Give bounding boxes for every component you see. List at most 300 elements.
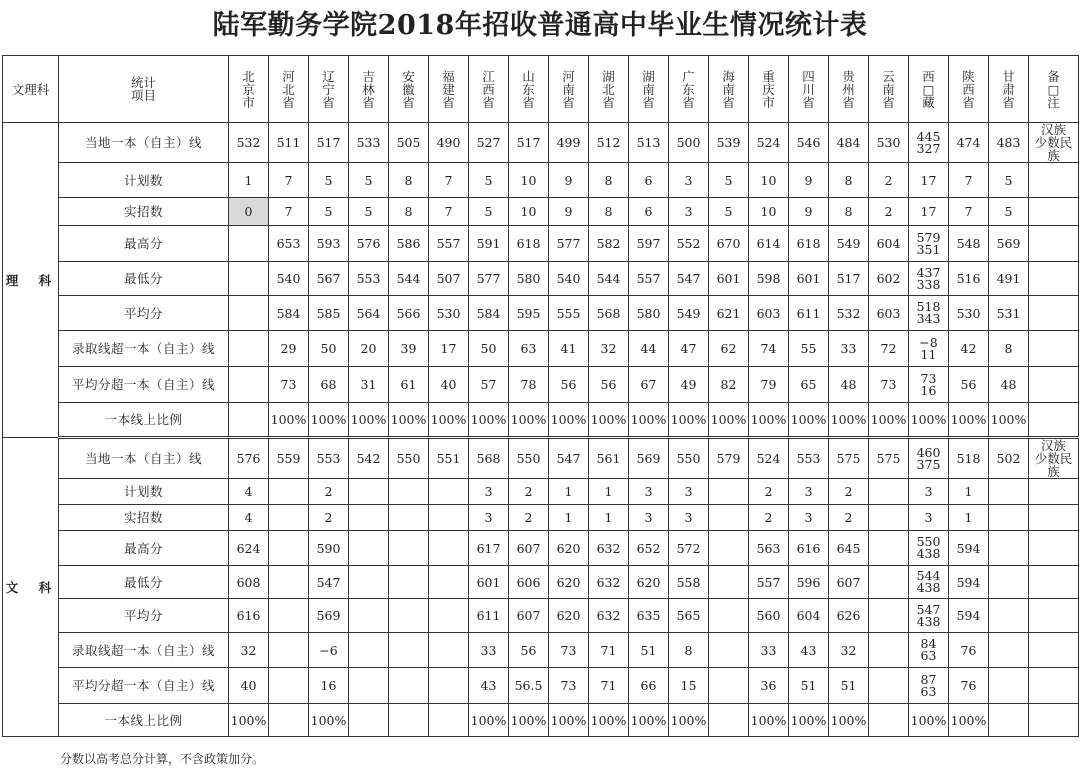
value-cell: 1 <box>949 505 989 531</box>
province-header <box>789 56 829 123</box>
province-header-char: 西 <box>962 81 975 97</box>
value-cell: 614 <box>749 226 789 262</box>
value-cell: 16 <box>309 668 349 704</box>
value-cell: 527 <box>469 123 509 163</box>
value-cell <box>709 668 749 704</box>
value-cell <box>269 479 309 505</box>
value-cell: 5 <box>309 163 349 198</box>
value-cell: 512 <box>589 123 629 163</box>
value-cell: 540 <box>549 262 589 296</box>
value-line: 437 <box>916 264 941 280</box>
value-cell: 73 <box>549 668 589 704</box>
row-label: 计划数 <box>59 163 229 198</box>
value-cell <box>909 331 949 367</box>
province-header-char: 湖 <box>642 68 655 84</box>
value-line: 460 <box>916 444 941 460</box>
value-cell <box>269 633 309 668</box>
value-cell: 61 <box>389 367 429 403</box>
value-cell: 100% <box>589 403 629 438</box>
value-cell <box>709 704 749 737</box>
province-header <box>949 56 989 123</box>
value-cell: 100% <box>909 704 949 737</box>
value-cell <box>389 531 429 566</box>
value-cell: 632 <box>589 566 629 599</box>
value-line: 327 <box>916 140 941 156</box>
value-cell: 51 <box>829 668 869 704</box>
value-cell: 546 <box>789 123 829 163</box>
value-cell: 549 <box>829 226 869 262</box>
value-cell: 3 <box>669 479 709 505</box>
value-cell: 568 <box>589 296 629 331</box>
province-header-char: 北 <box>602 81 615 97</box>
value-cell: 604 <box>869 226 909 262</box>
value-cell: 513 <box>629 123 669 163</box>
value-cell: 566 <box>389 296 429 331</box>
value-cell: 524 <box>749 123 789 163</box>
value-cell: 596 <box>789 566 829 599</box>
value-cell: 71 <box>589 668 629 704</box>
value-cell: 7 <box>949 198 989 226</box>
value-cell: 73 <box>269 367 309 403</box>
value-cell: 40 <box>229 668 269 704</box>
value-cell: 3 <box>909 505 949 531</box>
row-label: 计划数 <box>59 479 229 505</box>
value-cell: 65 <box>789 367 829 403</box>
value-cell <box>229 296 269 331</box>
value-cell <box>909 599 949 633</box>
row-label: 当地一本（自主）线 <box>59 438 229 479</box>
value-cell: 517 <box>829 262 869 296</box>
value-cell: 5 <box>709 198 749 226</box>
value-cell: 17 <box>909 198 949 226</box>
value-cell <box>909 123 949 163</box>
value-cell <box>349 704 389 737</box>
table-row <box>3 198 1079 226</box>
value-cell: 56 <box>509 633 549 668</box>
province-header <box>389 56 429 123</box>
value-cell <box>989 479 1029 505</box>
province-header-char: 省 <box>442 94 455 110</box>
value-cell: 3 <box>789 479 829 505</box>
value-cell: 604 <box>789 599 829 633</box>
value-cell <box>349 566 389 599</box>
value-cell: 100% <box>389 403 429 438</box>
value-cell: 1 <box>229 163 269 198</box>
value-cell: 616 <box>789 531 829 566</box>
value-cell <box>869 599 909 633</box>
value-cell <box>429 633 469 668</box>
value-cell: 8 <box>389 198 429 226</box>
value-cell: 595 <box>509 296 549 331</box>
province-header-char: 宁 <box>322 81 335 97</box>
value-cell: 544 <box>589 262 629 296</box>
value-line: 547 <box>916 601 941 617</box>
value-cell: 565 <box>669 599 709 633</box>
value-cell: 8 <box>829 198 869 226</box>
value-cell: 2 <box>509 505 549 531</box>
table-row <box>3 505 1079 531</box>
value-cell: 100% <box>509 403 549 438</box>
value-cell: 602 <box>869 262 909 296</box>
value-cell <box>869 479 909 505</box>
province-header-char: 贵 <box>842 68 855 84</box>
value-cell <box>709 633 749 668</box>
province-header-char: 福 <box>442 68 455 84</box>
value-cell: 73 <box>869 367 909 403</box>
value-line: 351 <box>916 241 941 257</box>
value-cell: 33 <box>829 331 869 367</box>
value-cell: 8 <box>589 163 629 198</box>
value-cell: 606 <box>509 566 549 599</box>
value-cell: 530 <box>429 296 469 331</box>
value-line: 550 <box>916 534 941 549</box>
value-cell <box>909 633 949 668</box>
value-cell: 601 <box>789 262 829 296</box>
value-cell: 56 <box>589 367 629 403</box>
value-cell: 100% <box>349 403 389 438</box>
value-cell: 584 <box>469 296 509 331</box>
value-cell: 3 <box>469 479 509 505</box>
value-cell: 532 <box>829 296 869 331</box>
value-cell <box>269 566 309 599</box>
value-cell: 100% <box>749 704 789 737</box>
value-cell: 577 <box>469 262 509 296</box>
value-cell: 499 <box>549 123 589 163</box>
table-row <box>3 566 1079 599</box>
province-header-char: 河 <box>562 68 575 84</box>
value-cell: 611 <box>789 296 829 331</box>
value-cell <box>989 599 1029 633</box>
value-cell: 15 <box>669 668 709 704</box>
value-line: 518 <box>916 299 941 314</box>
value-cell: 6 <box>629 163 669 198</box>
value-cell <box>349 633 389 668</box>
subject-cell: 文 科 <box>3 438 59 737</box>
value-cell: 9 <box>789 163 829 198</box>
value-cell: 100% <box>829 704 869 737</box>
value-cell: 626 <box>829 599 869 633</box>
province-header-char: 海 <box>722 68 735 84</box>
value-cell: 577 <box>549 226 589 262</box>
value-cell: 532 <box>229 123 269 163</box>
province-header-char: 西 <box>922 68 935 84</box>
value-cell: 1 <box>549 505 589 531</box>
value-cell: 563 <box>749 531 789 566</box>
value-cell: 620 <box>549 566 589 599</box>
value-cell: 17 <box>909 163 949 198</box>
value-cell: 7 <box>949 163 989 198</box>
value-cell: 9 <box>549 163 589 198</box>
value-cell: 33 <box>749 633 789 668</box>
value-cell: 539 <box>709 123 749 163</box>
table-row <box>3 668 1079 704</box>
note-cell <box>1029 531 1079 566</box>
value-cell: 2 <box>869 163 909 198</box>
table-row <box>3 599 1079 633</box>
province-header-char: 河 <box>282 68 295 84</box>
table-row <box>3 123 1079 163</box>
value-cell: 17 <box>429 331 469 367</box>
value-cell: 7 <box>269 198 309 226</box>
value-line: 63 <box>920 648 937 663</box>
province-header-char: 京 <box>242 81 255 97</box>
value-cell: 645 <box>829 531 869 566</box>
value-line: 87 <box>920 671 937 687</box>
value-cell: 56 <box>549 367 589 403</box>
value-cell: 48 <box>989 367 1029 403</box>
value-cell <box>229 226 269 262</box>
row-label: 一本线上比例 <box>59 403 229 438</box>
subject-cell: 理 科 <box>3 123 59 438</box>
value-cell <box>869 531 909 566</box>
value-line: 73 <box>920 370 937 386</box>
value-line: 438 <box>916 580 941 595</box>
value-line: 438 <box>916 546 941 561</box>
value-cell <box>869 668 909 704</box>
province-header-char: 南 <box>882 81 895 97</box>
value-line: 445 <box>916 128 941 144</box>
province-header <box>869 56 909 123</box>
value-cell: 552 <box>669 226 709 262</box>
value-line: 84 <box>920 636 937 651</box>
value-cell: 100% <box>669 403 709 438</box>
value-cell: 32 <box>589 331 629 367</box>
value-cell: 594 <box>949 599 989 633</box>
table-row <box>3 331 1079 367</box>
value-cell: 31 <box>349 367 389 403</box>
province-header-char: 林 <box>362 81 375 97</box>
value-cell: 632 <box>589 531 629 566</box>
value-cell <box>909 367 949 403</box>
value-cell: 51 <box>629 633 669 668</box>
province-header-char: 东 <box>522 81 535 97</box>
value-cell <box>389 599 429 633</box>
note-cell <box>1029 704 1079 737</box>
value-cell: 547 <box>549 438 589 479</box>
value-cell: 3 <box>909 479 949 505</box>
value-cell: 10 <box>509 198 549 226</box>
value-cell: 100% <box>749 403 789 438</box>
value-cell: 653 <box>269 226 309 262</box>
province-header-char: 西 <box>482 81 495 97</box>
province-header <box>349 56 389 123</box>
value-cell <box>709 566 749 599</box>
subject-column-header: 文理科 <box>3 56 59 123</box>
value-cell <box>429 668 469 704</box>
province-header-char: 辽 <box>322 68 335 84</box>
value-cell: 76 <box>949 668 989 704</box>
province-header-char: 省 <box>682 94 695 110</box>
value-cell: 569 <box>309 599 349 633</box>
table-row <box>3 262 1079 296</box>
province-header-char: 省 <box>722 94 735 110</box>
value-cell: 490 <box>429 123 469 163</box>
value-cell: 73 <box>549 633 589 668</box>
province-header <box>429 56 469 123</box>
value-cell: 505 <box>389 123 429 163</box>
value-cell: 56 <box>949 367 989 403</box>
value-cell: 5 <box>989 198 1029 226</box>
province-header-char: 省 <box>522 94 535 110</box>
value-cell: 544 <box>389 262 429 296</box>
value-cell: 561 <box>589 438 629 479</box>
value-cell: 3 <box>629 505 669 531</box>
value-cell: 670 <box>709 226 749 262</box>
province-header-char: 省 <box>482 94 495 110</box>
value-cell: 616 <box>229 599 269 633</box>
value-cell: 2 <box>309 505 349 531</box>
province-header <box>829 56 869 123</box>
value-cell: 559 <box>269 438 309 479</box>
note-cell <box>1029 566 1079 599</box>
value-cell <box>269 531 309 566</box>
value-cell: 100% <box>229 704 269 737</box>
value-cell: 500 <box>669 123 709 163</box>
value-cell: 8 <box>389 163 429 198</box>
province-header-char: 庆 <box>762 81 775 97</box>
value-cell: 542 <box>349 438 389 479</box>
note-column-header <box>1029 56 1079 123</box>
value-cell <box>389 633 429 668</box>
value-cell: 484 <box>829 123 869 163</box>
value-cell: 40 <box>429 367 469 403</box>
value-cell: 49 <box>669 367 709 403</box>
value-cell: 517 <box>309 123 349 163</box>
province-header <box>589 56 629 123</box>
value-cell: 100% <box>629 403 669 438</box>
value-cell <box>349 505 389 531</box>
value-cell <box>989 668 1029 704</box>
value-cell: 71 <box>589 633 629 668</box>
value-cell: 9 <box>549 198 589 226</box>
value-cell <box>429 566 469 599</box>
value-cell <box>429 531 469 566</box>
value-cell: 531 <box>989 296 1029 331</box>
value-cell: 3 <box>629 479 669 505</box>
note-cell <box>1029 296 1079 331</box>
value-cell: 621 <box>709 296 749 331</box>
province-header-char: 肃 <box>1002 81 1015 97</box>
value-cell <box>349 668 389 704</box>
province-header-char: 南 <box>642 81 655 97</box>
value-cell: 547 <box>669 262 709 296</box>
value-cell: 76 <box>949 633 989 668</box>
value-cell: 607 <box>509 531 549 566</box>
value-cell: 2 <box>749 479 789 505</box>
value-cell: 511 <box>269 123 309 163</box>
value-cell <box>389 668 429 704</box>
item-column-header <box>59 56 229 123</box>
value-cell: 56.5 <box>509 668 549 704</box>
note-line: 少数民族 <box>1034 451 1073 479</box>
value-cell: 607 <box>509 599 549 633</box>
value-cell: 4 <box>229 505 269 531</box>
value-cell: 594 <box>949 566 989 599</box>
province-header-char: 建 <box>442 81 455 97</box>
value-cell <box>909 566 949 599</box>
note-line: 汉族 <box>1040 438 1066 453</box>
value-cell: 2 <box>309 479 349 505</box>
value-cell: 100% <box>669 704 709 737</box>
value-cell: 550 <box>509 438 549 479</box>
value-cell: 567 <box>309 262 349 296</box>
value-cell <box>909 438 949 479</box>
province-header <box>629 56 669 123</box>
note-cell <box>1029 123 1079 163</box>
value-cell: 51 <box>789 668 829 704</box>
value-cell: 5 <box>709 163 749 198</box>
province-header-char: 四 <box>802 68 815 84</box>
value-cell: 557 <box>749 566 789 599</box>
value-cell: 607 <box>829 566 869 599</box>
province-header-char: 重 <box>762 68 775 84</box>
statistics-table <box>2 55 1079 737</box>
value-cell: 575 <box>829 438 869 479</box>
value-cell: 10 <box>749 163 789 198</box>
value-cell <box>869 566 909 599</box>
note-line: 少数民族 <box>1034 135 1073 163</box>
value-cell: 0 <box>229 198 269 226</box>
value-cell: 516 <box>949 262 989 296</box>
province-header-char: 省 <box>962 94 975 110</box>
note-cell <box>1029 505 1079 531</box>
value-cell: 517 <box>509 123 549 163</box>
value-cell <box>989 505 1029 531</box>
value-cell: 620 <box>629 566 669 599</box>
value-cell: 580 <box>629 296 669 331</box>
value-cell: 33 <box>469 633 509 668</box>
province-header-char: 安 <box>402 68 415 84</box>
province-header-char: 甘 <box>1002 68 1015 84</box>
value-cell: 1 <box>549 479 589 505</box>
value-cell: 2 <box>869 198 909 226</box>
value-cell: 100% <box>789 403 829 438</box>
value-cell: 10 <box>749 198 789 226</box>
province-header <box>989 56 1029 123</box>
value-cell: 553 <box>309 438 349 479</box>
value-cell: 598 <box>749 262 789 296</box>
value-cell: 601 <box>709 262 749 296</box>
item-header-line2: 项目 <box>130 88 156 103</box>
value-cell: 569 <box>629 438 669 479</box>
province-header-char: 湖 <box>602 68 615 84</box>
value-cell <box>389 566 429 599</box>
province-header <box>509 56 549 123</box>
value-cell <box>269 704 309 737</box>
province-header <box>909 56 949 123</box>
row-label: 最高分 <box>59 226 229 262</box>
value-cell <box>709 505 749 531</box>
value-cell <box>429 505 469 531</box>
value-cell: 3 <box>469 505 509 531</box>
value-cell <box>909 668 949 704</box>
value-cell: 100% <box>709 403 749 438</box>
value-cell: 632 <box>589 599 629 633</box>
province-header-char: 北 <box>282 81 295 97</box>
value-cell <box>349 479 389 505</box>
province-header-char: 省 <box>562 94 575 110</box>
province-header <box>229 56 269 123</box>
row-label: 最高分 <box>59 531 229 566</box>
value-cell: 39 <box>389 331 429 367</box>
value-cell: 100% <box>629 704 669 737</box>
value-cell: 635 <box>629 599 669 633</box>
value-cell: 100% <box>989 403 1029 438</box>
note-cell <box>1029 163 1079 198</box>
value-cell: 66 <box>629 668 669 704</box>
value-cell <box>269 668 309 704</box>
value-cell: 603 <box>869 296 909 331</box>
